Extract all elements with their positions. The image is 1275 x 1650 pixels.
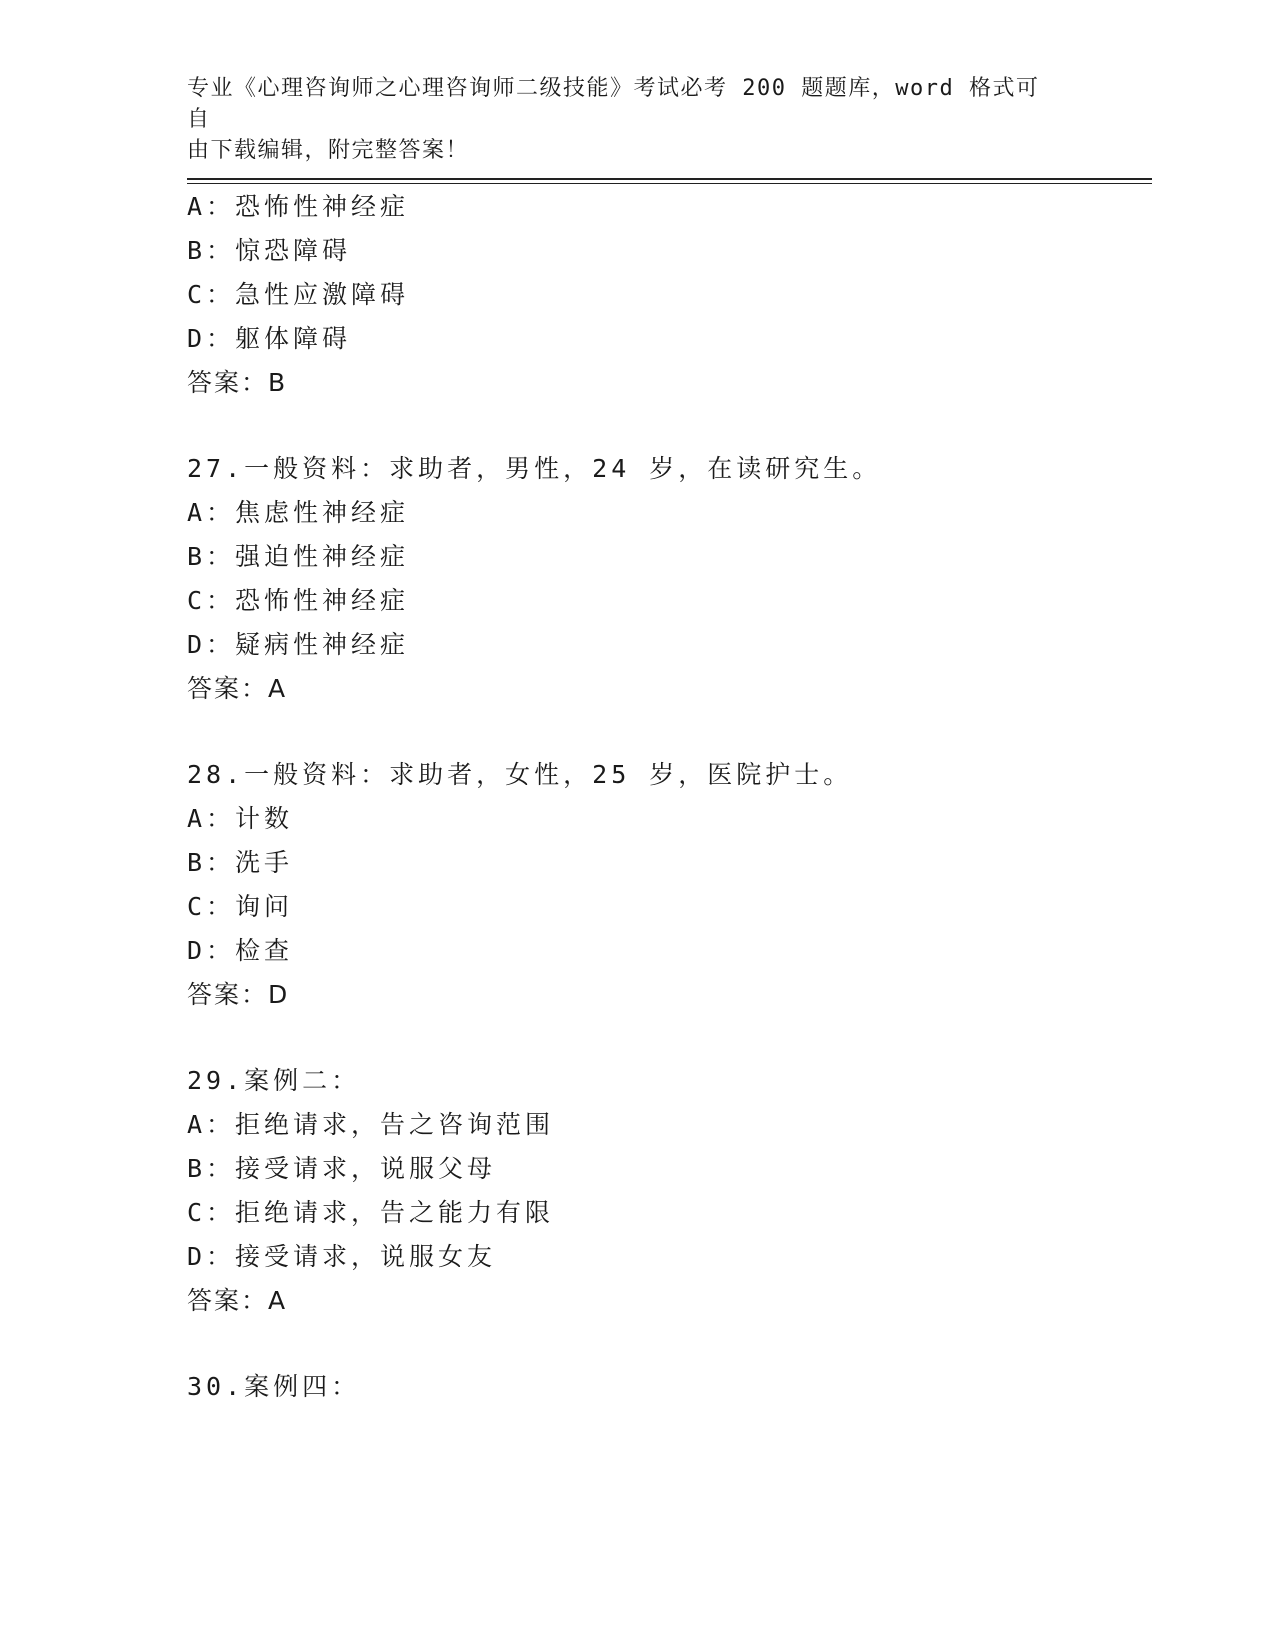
q27-title: 27.一般资料：求助者，男性，24 岁，在读研究生。 — [187, 454, 882, 483]
q27-option-d: D：疑病性神经症 — [187, 630, 410, 659]
q30-title: 30.案例四： — [187, 1372, 361, 1401]
q28-option-d: D：检查 — [187, 936, 294, 965]
document-page — [187, 0, 1152, 1650]
q27-answer: 答案：A — [187, 674, 288, 703]
q26-answer: 答案：B — [187, 368, 288, 397]
q29-answer: 答案：A — [187, 1286, 288, 1315]
q28-title: 28.一般资料：求助者，女性，25 岁，医院护士。 — [187, 760, 853, 789]
q28-option-b: B：洗手 — [187, 848, 294, 877]
q28-option-c: C：询问 — [187, 892, 294, 921]
q29-option-a: A：拒绝请求，告之咨询范围 — [187, 1110, 555, 1139]
q29-option-d: D：接受请求，说服女友 — [187, 1242, 497, 1271]
q29-option-c: C：拒绝请求，告之能力有限 — [187, 1198, 555, 1227]
header-rule — [187, 178, 1152, 180]
q26-option-b: B：惊恐障碍 — [187, 236, 352, 265]
q28-answer: 答案：D — [187, 980, 290, 1009]
header-rule-thin — [187, 183, 1152, 184]
q28-option-a: A：计数 — [187, 804, 294, 833]
q26-option-c: C：急性应激障碍 — [187, 280, 410, 309]
header-line-1: 专业《心理咨询师之心理咨询师二级技能》考试必考 200 题题库，word 格式可自 — [187, 76, 1040, 132]
q26-option-a: A：恐怖性神经症 — [187, 192, 410, 221]
q27-option-c: C：恐怖性神经症 — [187, 586, 410, 615]
q27-option-b: B：强迫性神经症 — [187, 542, 410, 571]
q27-option-a: A：焦虑性神经症 — [187, 498, 410, 527]
header-line-2: 由下载编辑，附完整答案！ — [187, 138, 470, 163]
document-header — [187, 73, 1057, 166]
q26-option-d: D：躯体障碍 — [187, 324, 352, 353]
q29-title: 29.案例二： — [187, 1066, 361, 1095]
q29-option-b: B：接受请求，说服父母 — [187, 1154, 497, 1183]
